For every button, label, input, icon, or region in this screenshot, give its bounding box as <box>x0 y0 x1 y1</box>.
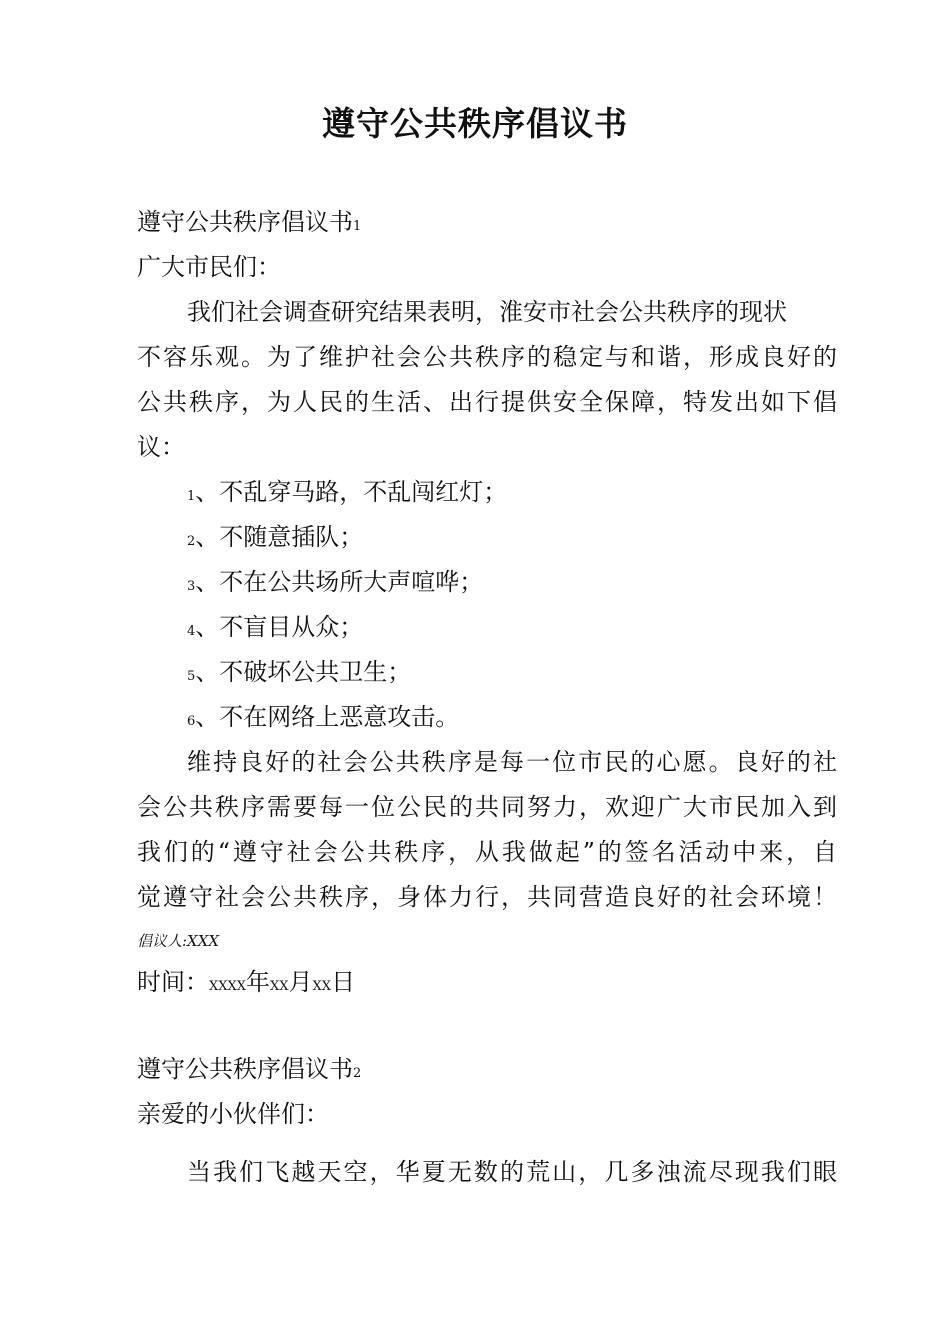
letter1-heading <box>137 205 837 244</box>
list-item <box>187 700 887 739</box>
list-item-number: 4 <box>187 624 196 639</box>
list-item-text: 、不在网络上恶意攻击。 <box>195 703 460 731</box>
list-item-text: 、不盲目从众； <box>195 613 364 641</box>
letter2-paragraph1-line1: 当我们飞越天空，华夏无数的荒山，几多浊流尽现我们眼 <box>187 1158 837 1186</box>
letter1-heading-number: 1 <box>353 219 362 234</box>
letter2-heading-number: 2 <box>353 1066 362 1081</box>
list-item-number: 6 <box>187 714 196 729</box>
date-year: XXXX <box>209 979 247 994</box>
date-label: 时间： <box>137 968 209 996</box>
letter1-paragraph2-line1: 维持良好的社会公共秩序是每一位市民的心愿。良好的社 <box>187 748 837 776</box>
letter2-heading-text: 遵守公共秩序倡议书 <box>137 1055 353 1083</box>
letter1-paragraph1-line3: 公共秩序，为人民的生活、出行提供安全保障，特发出如下倡 <box>137 388 837 416</box>
list-item-text: 、不破坏公共卫生； <box>195 658 412 686</box>
letter1-paragraph2-line2: 会公共秩序需要每一位公民的共同努力，欢迎广大市民加入到 <box>137 793 837 821</box>
letter1-paragraph2-line4: 觉遵守社会公共秩序，身体力行，共同营造良好的社会环境！ <box>137 883 837 911</box>
list-item-text: 、不在公共场所大声喧哗； <box>195 568 484 596</box>
date-month-unit: 月 <box>288 968 313 996</box>
list-item-text: 、不随意插队； <box>195 523 364 551</box>
letter2-salutation: 亲爱的小伙伴们： <box>137 1100 329 1128</box>
letter1-paragraph1-line4: 议： <box>137 433 185 461</box>
date-day-unit: 日 <box>331 968 356 996</box>
date-day: XX <box>312 979 332 994</box>
list-item-number: 5 <box>187 669 196 684</box>
date-line <box>137 965 837 1004</box>
list-item <box>187 565 887 604</box>
list-item <box>187 520 887 559</box>
letter1-paragraph1-line2: 不容乐观。为了维护社会公共秩序的稳定与和谐，形成良好的 <box>137 343 837 371</box>
letter2-heading <box>137 1052 837 1091</box>
letter1-paragraph1-line1: 我们社会调查研究结果表明，淮安市社会公共秩序的现状 <box>187 298 787 326</box>
list-item <box>187 610 887 649</box>
list-item-text: 、不乱穿马路，不乱闯红灯； <box>195 478 508 506</box>
list-item <box>187 655 887 694</box>
letter1-heading-text: 遵守公共秩序倡议书 <box>137 208 353 236</box>
date-month: XX <box>270 979 289 994</box>
date-year-unit: 年 <box>246 968 271 996</box>
list-item-number: 2 <box>187 534 196 549</box>
list-item-number: 1 <box>187 489 196 504</box>
document-title: 遵守公共秩序倡议书 <box>322 104 628 143</box>
letter1-paragraph2-line3: 我们的“遵守社会公共秩序，从我做起”的签名活动中来，自 <box>137 838 837 866</box>
list-item <box>187 475 887 514</box>
signer-line: 倡议人:XXX <box>137 932 220 950</box>
letter1-salutation: 广大市民们： <box>137 253 281 281</box>
list-item-number: 3 <box>187 579 196 594</box>
